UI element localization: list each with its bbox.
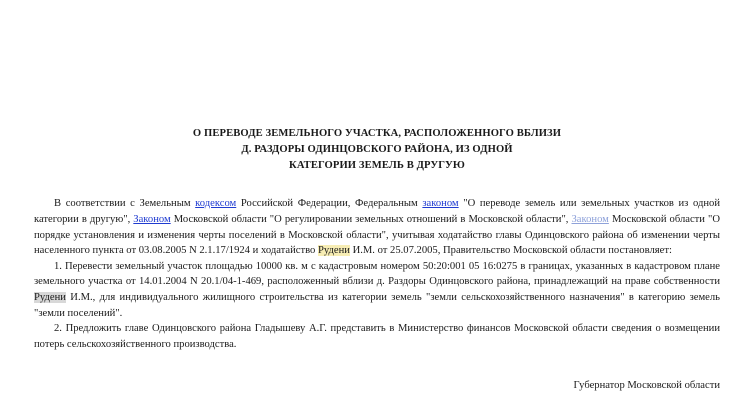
link-regional-law-settlement-boundaries[interactable]: Законом: [571, 213, 609, 225]
document-title: [34, 126, 720, 173]
document-page: [34, 0, 720, 352]
highlighted-name-selected: Рудени: [34, 291, 66, 303]
intro-paragraph: [34, 196, 720, 258]
item-1-text-1: 1. Перевести земельный участок площадью 10000 кв. м с кадастровым номером 50:20:001 05 16:0275 в границах, указанных в кадастровом плане земельного участка от 14.01.2004 N 20.1/04-1-469, расположенный вблизи д. Раздоры Одинцовского района, принадлежащий на праве собственности: [34, 260, 720, 288]
link-federal-law[interactable]: законом: [422, 198, 459, 210]
link-regional-law-land-relations[interactable]: Законом: [133, 213, 171, 225]
intro-text-1: В соответствии с Земельным: [54, 198, 196, 210]
intro-text-2: Российской Федерации, Федеральным: [236, 198, 423, 210]
intro-text-3: "О переводе земель или земельных участков из одной категории в другую",: [34, 198, 720, 225]
signature-line: Губернатор Московской области: [573, 380, 720, 391]
title-line-2: Д. РАЗДОРЫ ОДИНЦОВСКОГО РАЙОНА, ИЗ ОДНОЙ: [241, 143, 513, 155]
title-line-1: О ПЕРЕВОДЕ ЗЕМЕЛЬНОГО УЧАСТКА, РАСПОЛОЖЕННОГО ВБЛИЗИ: [192, 128, 562, 139]
title-line-3: КАТЕГОРИИ ЗЕМЕЛЬ В ДРУГУЮ: [289, 159, 465, 171]
highlighted-name: Рудени: [317, 245, 350, 257]
item-2-paragraph: 2. Предложить главе Одинцовского района Гладышеву А.Г. представить в Министерство финансов Московской области сведения о возмещении потерь сельскохозяйственного производства.: [34, 323, 720, 350]
intro-text-5: Московской области "О порядке установления и изменения черты поселений в Московской области", учитывая ходатайство главы Одинцовского района об изменении черты населенного пункта от 03.08.2005 N 2.1.17/1924 и ходатайство: [34, 213, 720, 257]
intro-text-4: Московской области "О регулировании земельных отношений в Московской области",: [170, 213, 572, 225]
item-1-paragraph: [34, 259, 720, 321]
link-land-code[interactable]: кодексом: [195, 198, 237, 210]
intro-text-6: И.М. от 25.07.2005, Правительство Московской области постановляет:: [349, 245, 672, 257]
document-body: [34, 196, 720, 352]
item-1-text-2: И.М., для индивидуального жилищного строительства из категории земель "земли сельскохозяйственного назначения" в категорию земель "земли поселений".: [34, 291, 720, 319]
